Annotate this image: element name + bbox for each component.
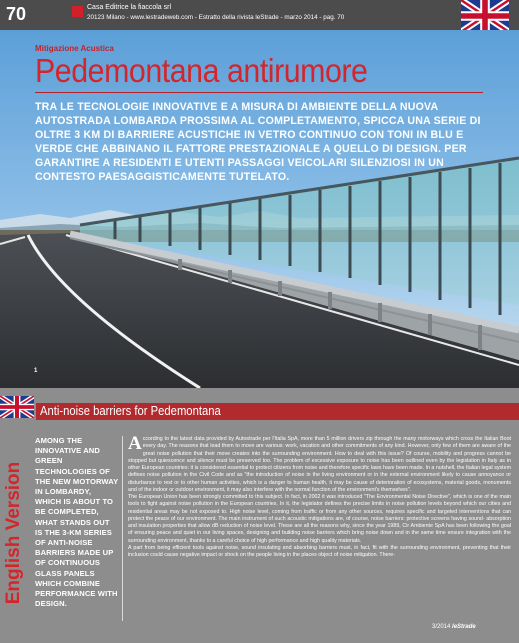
article-lead: TRA LE TECNOLOGIE INNOVATIVE E A MISURA DI AMBIENTE DELLA NUOVA AUTOSTRADA LOMBARDA PROSSIMA AL COMPLETAMENTO, SPICCA UNA SERIE DI OLTRE 3 KM DI BARRIERE ACUSTICHE IN VETRO CONTINUO CON TONI IN BLU E VERDE CHE ABBINANO IL FATTORE PRESTAZIONALE A QUELLO DI DESIGN. PER GARANTIRE A RESIDENTI E UTENTI PASSAGGI VEICOLARI SILENZIOSI IN UN CONTESTO PAESAGGISTICAMENTE TUTELATO. [35, 101, 481, 183]
english-body [128, 433, 511, 559]
english-title: Anti-noise barriers for Pedemontana [40, 404, 221, 418]
page-footer [432, 624, 476, 630]
footer-issue: 3/2014 [432, 624, 451, 630]
english-title-bar [36, 403, 519, 420]
publisher-contact: 20123 Milano - www.lestradeweb.com - Estratto della rivista leStrade - marzo 2014 - pag. 70 [87, 14, 345, 21]
english-summary: AMONG THE INNOVATIVE AND GREEN TECHNOLOGIES OF THE NEW MOTORWAY IN LOMBARDY, WHICH IS ABOUT TO BE COMPLETED, WHAT STANDS OUT IS THE 3-KM SERIES OF ANTI-NOISE BARRIERS MADE UP OF CONTINUOUS GLASS PANELS WHICH COMBINE PERFORMANCE WITH DESIGN. [35, 436, 119, 609]
drop-cap: A [128, 433, 142, 454]
title-divider [35, 92, 483, 93]
uk-flag-icon [461, 0, 509, 32]
page-number: 70 [6, 4, 27, 24]
footer-magazine: leStrade [452, 624, 476, 630]
english-version-label [0, 436, 28, 631]
photo-caption-number: 1 [34, 368, 38, 374]
english-version-text: English Version [3, 461, 24, 605]
section-tag: Mitigazione Acustica [35, 44, 114, 53]
body-paragraph-3: A part from being efficient tools against noise, sound insulating and absorbing barriers must, in fact, fit with the surrounding environment, preventing that their inclusion could cause negative impact or shock on the people living in the places object of noise mitigation. There- [128, 544, 511, 558]
hero-photo [0, 30, 519, 388]
uk-flag-icon [0, 396, 34, 418]
page-header [0, 0, 519, 30]
body-paragraph-2: The European Union has been strongly committed to this subject. In fact, in 2002 it was introduced "The Environmental Noise Directive", which is one of the main tools to fight against noise pollution in the European countries. In it, the legislator defines the precise limits in noise pollution levels beyond which our cities and residential areas may be not exposed to. High noise level, coming from traffic or from any other sources, requires specific and targeted interventions that can protect the peace of our environment. The main instrument of such acoustic mitigations are, of course, noise barriers: protective screens having sound- absorption and insulation properties that allow dB reduction of noise level. These are all the reasons why, since the year 1989, Cir Ambiente SpA has been following the goal of ensuring peace and quiet in our living spaces, designing and building noise barriers which bring noise down and in the same time ensure integration with the surrounding environment, thanks to a careful choice of high performance and high quality materials. [128, 494, 511, 544]
column-divider [122, 436, 123, 621]
article-title: Pedemontana antirumore [35, 52, 368, 89]
publisher-name: Casa Editrice la fiaccola srl [87, 4, 172, 11]
publisher-logo-icon [72, 6, 83, 17]
body-paragraph-1: According to the latest data provided by Autostrade per l'Italia SpA, more than 5 million drivers zip through the many motorways which cross the Italian Boot every day. The reasons that lead them to move are various: work, vacation and other commitments of any kind. However, only few of them are aware of the great noise pollution that their move creates into the surrounding environment. How to deal with this issue? Of course, mobility and progress cannot be stopped but quiescence and silence must be preserved too. The problem of excessive exposure to noise has been outlined even by the legislation in Italy as in other European countries: it is considered essential to protect citizens from noise and therefore specific laws have been made. In a nutshell, the Italian legal system defines noise pollution in the Civil Code and as "the introduction of noise in the living environment or in the external environment likely to cause annoyance or disturbance to rest or to other human activities, which is a danger to human health, it may be cause of deterioration of ecosystems, material goods, monuments and of the indoor or outdoor environment, it may also interfere with the normal function of the environment's themselves". [128, 433, 511, 493]
